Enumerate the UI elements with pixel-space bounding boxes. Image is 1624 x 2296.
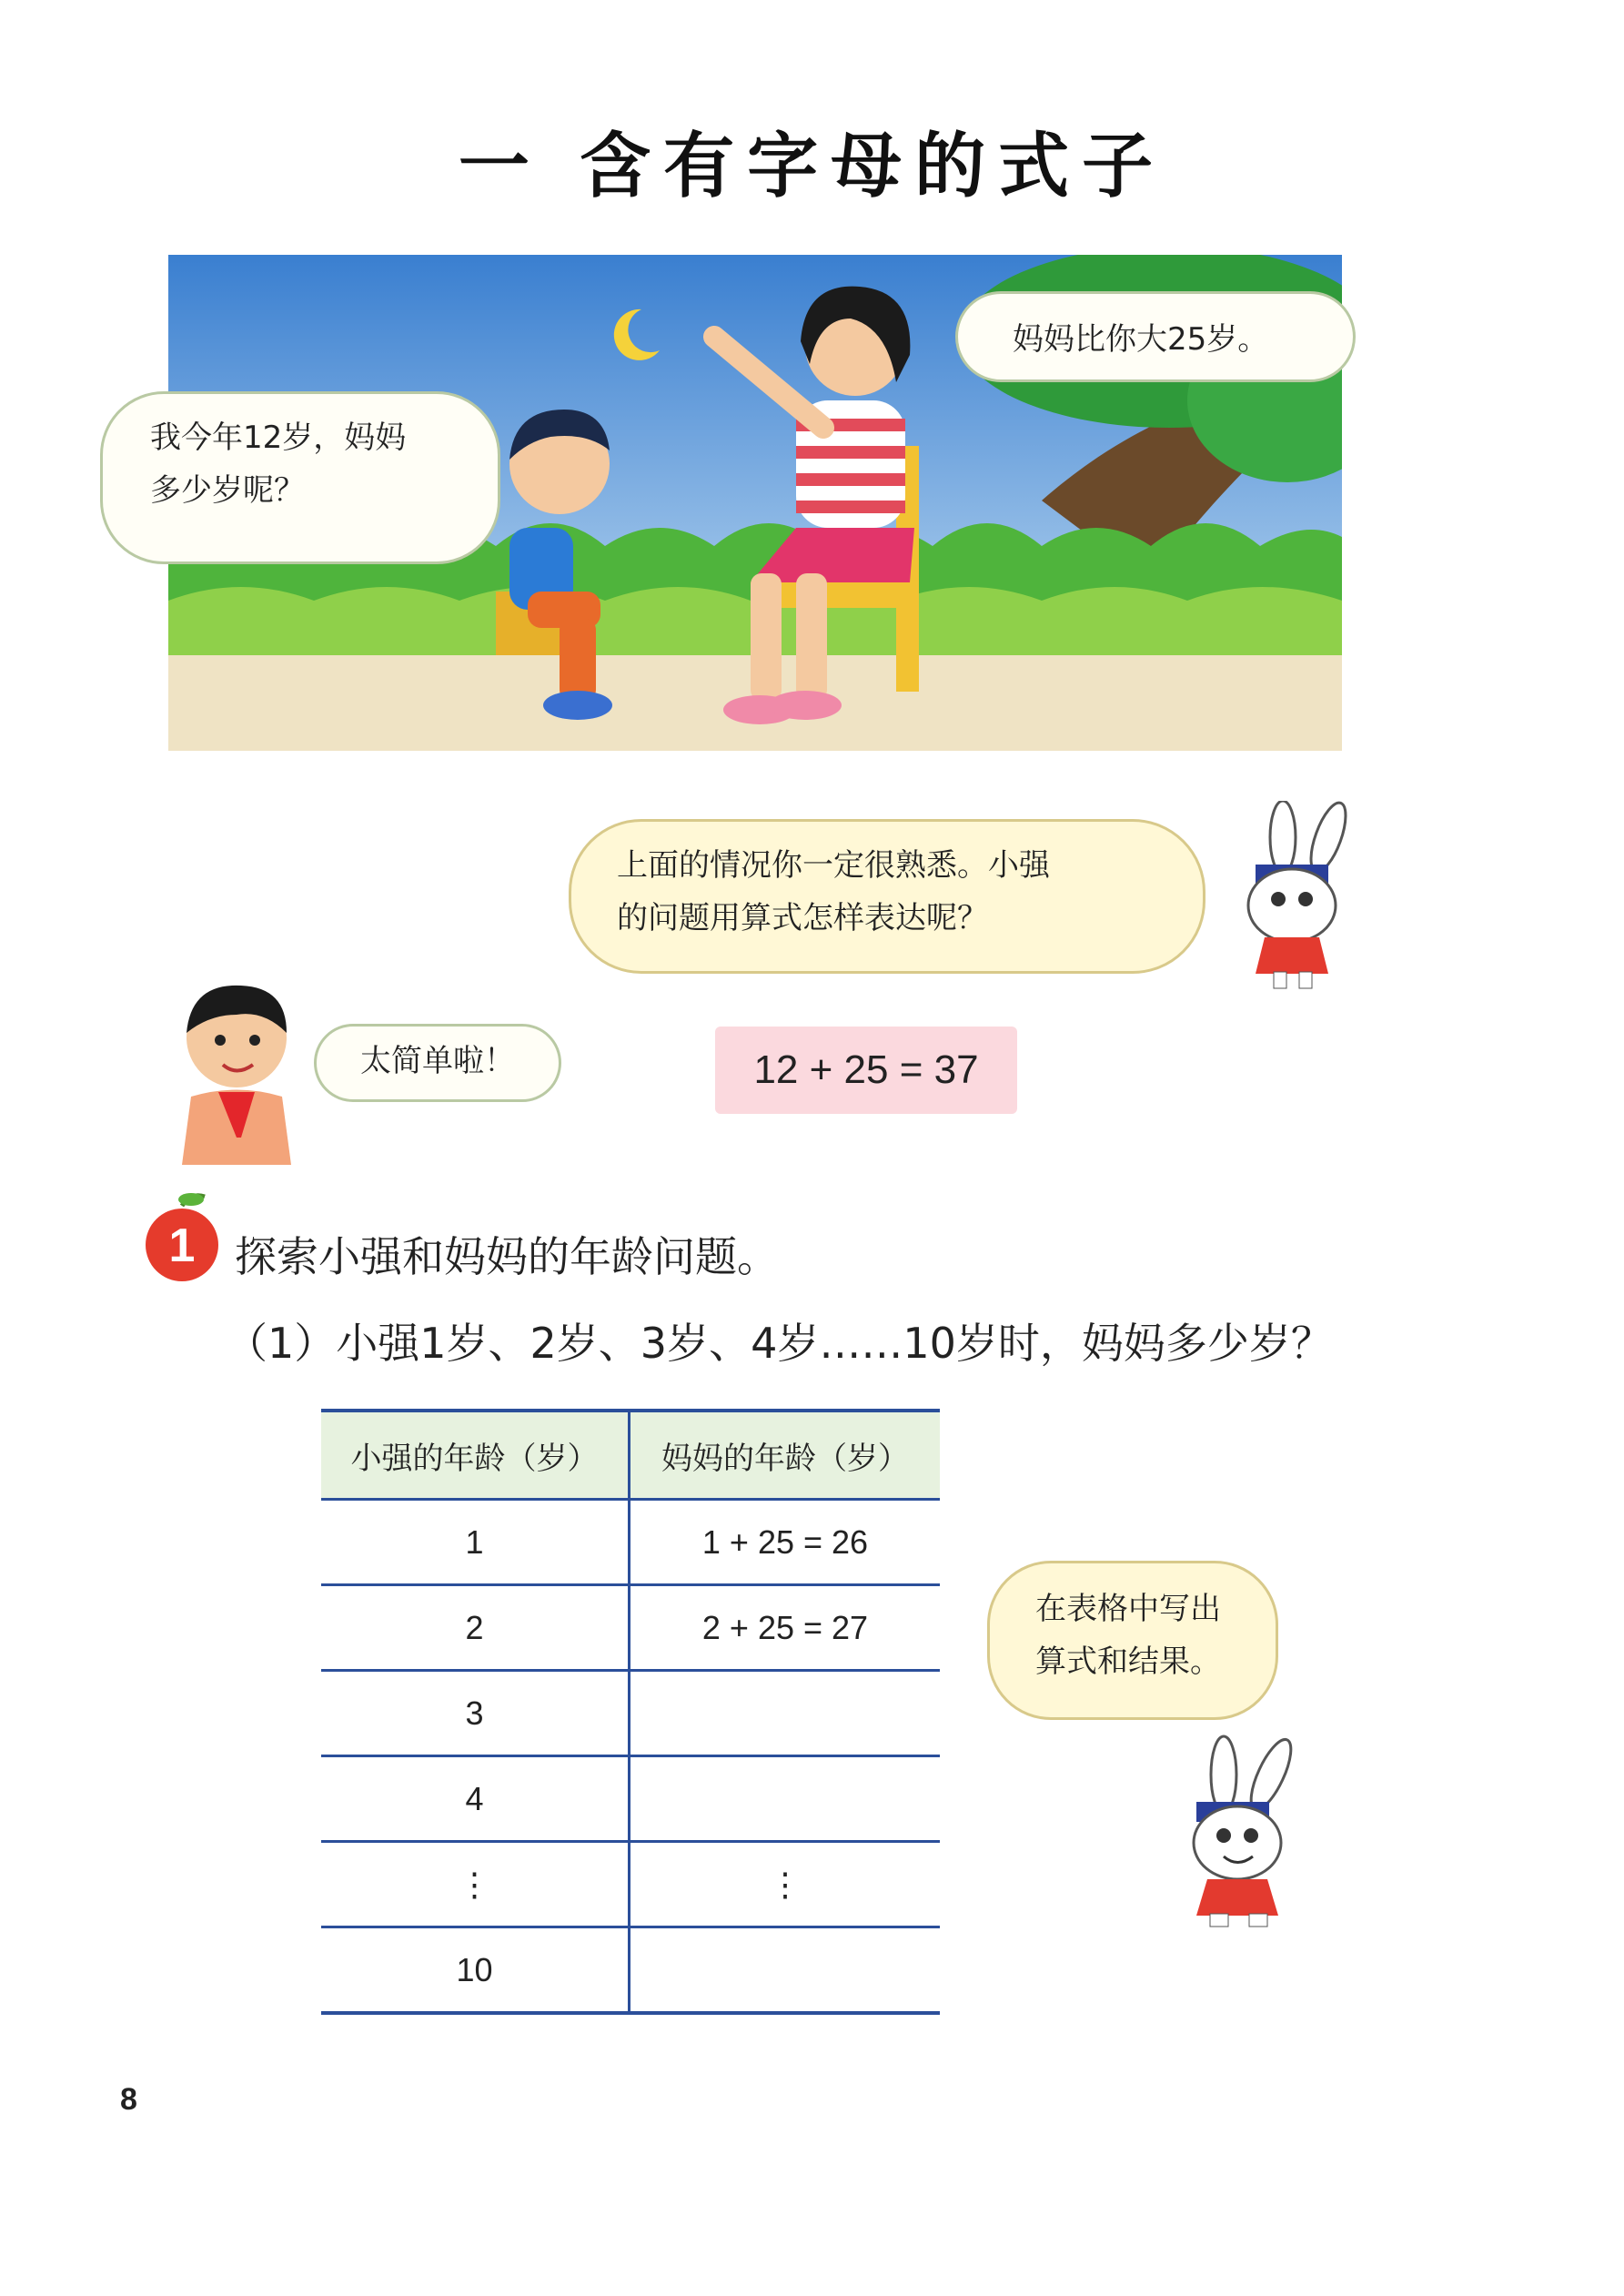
table-row <box>321 1671 940 1756</box>
table-row <box>321 1842 940 1927</box>
boy-reply-text: 太简单啦！ <box>360 1043 515 1079</box>
boy-speech-bubble <box>100 391 500 564</box>
boy-avatar-icon <box>173 978 300 1165</box>
table-row <box>321 1500 940 1585</box>
table-row <box>321 1927 940 2014</box>
rabbit-hint-line1: 上面的情况你一定很熟悉。小强 <box>617 847 1050 884</box>
apple-number-icon <box>141 1192 223 1283</box>
boy-speech-line2: 多少岁呢？ <box>150 471 305 509</box>
boy-reply-bubble <box>314 1024 561 1102</box>
equation-box: 12 + 25 = 37 <box>715 1027 1017 1114</box>
rabbit-table-hint-bubble <box>987 1561 1278 1720</box>
mom-speech-bubble <box>955 291 1356 382</box>
rabbit-mascot-icon <box>1169 1734 1315 1929</box>
page-title: 一 含有字母的式子 <box>458 126 1166 207</box>
cell-xiaoqiang-age: 4 <box>321 1756 630 1842</box>
mom-speech-text: 妈妈比你大25岁。 <box>1013 321 1269 358</box>
table-header-row <box>321 1411 940 1500</box>
cell-mom-age <box>630 1671 941 1756</box>
table-row <box>321 1756 940 1842</box>
cell-xiaoqiang-age: 10 <box>321 1927 630 2014</box>
cell-xiaoqiang-age: 3 <box>321 1671 630 1756</box>
boy-speech-line1: 我今年12岁，妈妈 <box>150 420 407 456</box>
rabbit-mascot-icon <box>1219 801 1374 992</box>
cell-mom-age: ⋮ <box>630 1842 941 1927</box>
header-xiaoqiang-age: 小强的年龄（岁） <box>321 1411 630 1500</box>
subquestion-text: （1）小强1岁、2岁、3岁、4岁……10岁时，妈妈多少岁？ <box>226 1319 1333 1368</box>
rabbit-table-hint-line1: 在表格中写出 <box>1035 1591 1221 1627</box>
rabbit-hint-bubble <box>569 819 1205 974</box>
cell-mom-age: 1 + 25 = 26 <box>630 1500 941 1585</box>
rabbit-hint-line2: 的问题用算式怎样表达呢？ <box>617 899 988 936</box>
problem-title: 探索小强和妈妈的年龄问题。 <box>235 1232 779 1281</box>
cell-mom-age <box>630 1756 941 1842</box>
table-row <box>321 1585 940 1671</box>
problem-number: 1 <box>168 1219 196 1272</box>
cell-mom-age: 2 + 25 = 27 <box>630 1585 941 1671</box>
cell-xiaoqiang-age: 1 <box>321 1500 630 1585</box>
header-mom-age: 妈妈的年龄（岁） <box>630 1411 941 1500</box>
page-number: 8 <box>120 2082 137 2117</box>
cell-xiaoqiang-age: 2 <box>321 1585 630 1671</box>
rabbit-table-hint-line2: 算式和结果。 <box>1035 1643 1221 1680</box>
cell-xiaoqiang-age: ⋮ <box>321 1842 630 1927</box>
cell-mom-age <box>630 1927 941 2014</box>
age-table <box>321 1409 940 2015</box>
